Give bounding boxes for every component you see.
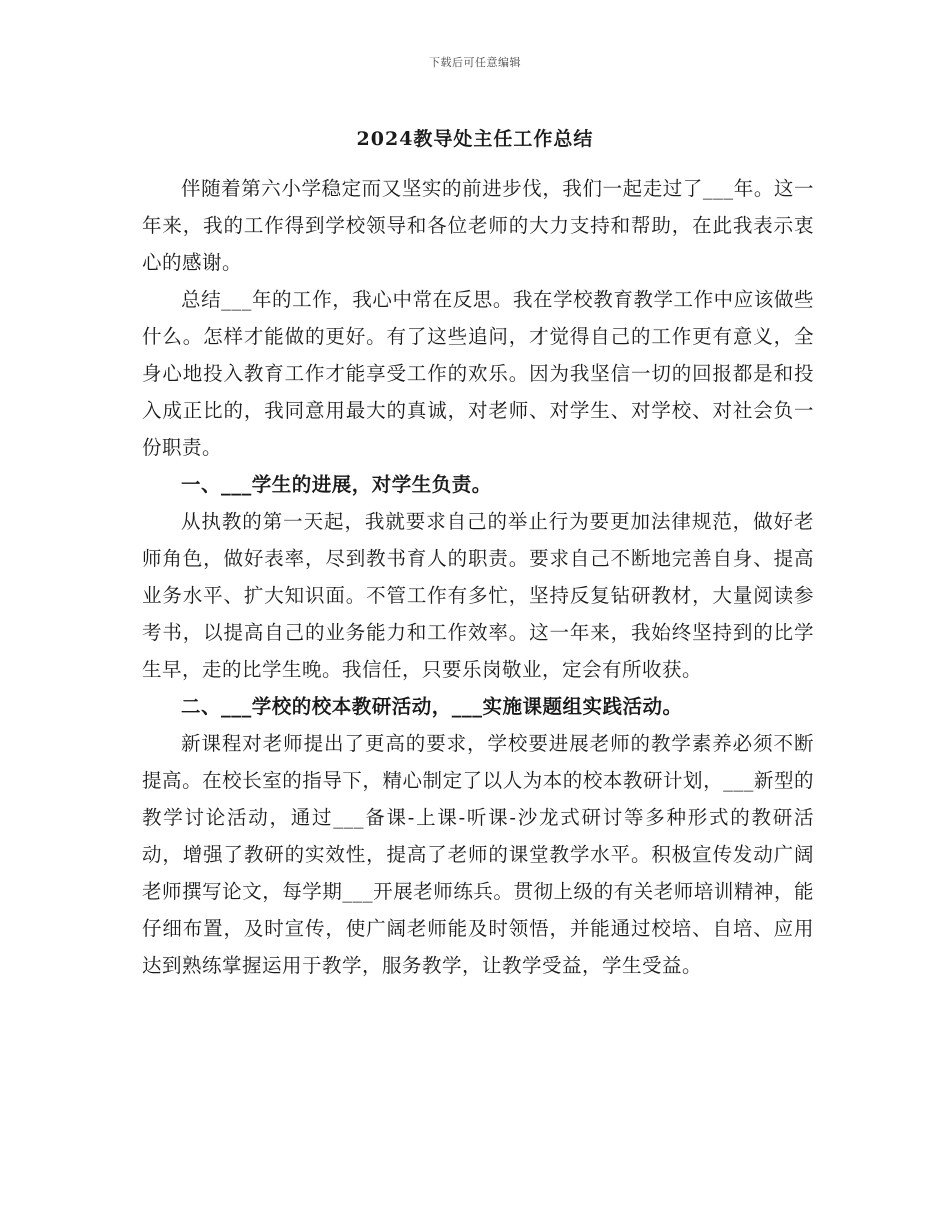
page-header-note: 下载后可任意编辑 [429,56,521,69]
section-heading-1: 一、___学生的进展，对学生负责。 [181,473,492,496]
document-title: 2024教导处主任工作总结 [356,128,594,150]
paragraph-section-1: 从执教的第一天起，我就要求自己的举止行为要更加法律规范，做好老师角色，做好表率，尽到教书育人的职责。要求自己不断地完善自身、提高业务水平、扩大知识面。不管工作有多忙，坚持反复钻研教材，大量阅读参考书，以提高自己的业务能力和工作效率。这一年来，我始终坚持到的比学生早，走的比学生晚。我信任，只要乐岗敬业，定会有所收获。 [142,510,814,681]
paragraph-intro: 伴随着第六小学稳定而又坚实的前进步伐，我们一起走过了___年。这一年来，我的工作得到学校领导和各位老师的大力支持和帮助，在此我表示衷心的感谢。 [142,177,814,274]
paragraph-reflection: 总结___年的工作，我心中常在反思。我在学校教育教学工作中应该做些什么。怎样才能做的更好。有了这些追问，才觉得自己的工作更有意义，全身心地投入教育工作才能享受工作的欢乐。因为我坚信一切的回报都是和投入成正比的，我同意用最大的真诚，对老师、对学生、对学校、对社会负一份职责。 [142,288,814,459]
paragraph-section-2: 新课程对老师提出了更高的要求，学校要进展老师的教学素养必须不断提高。在校长室的指导下，精心制定了以人为本的校本教研计划，___新型的教学讨论活动，通过___备课-上课-听课-沙龙式研讨等多种形式的教研活动，增强了教研的实效性，提高了老师的课堂教学水平。积极宣传发动广阔老师撰写论文，每学期___开展老师练兵。贯彻上级的有关老师培训精神，能仔细布置，及时宣传，使广阔老师能及时领悟，并能通过校培、自培、应用达到熟练掌握运用于教学，服务教学，让教学受益，学生受益。 [142,732,814,977]
document-body [142,170,814,984]
section-heading-2: 二、___学校的校本教研活动，___实施课题组实践活动。 [181,695,683,718]
